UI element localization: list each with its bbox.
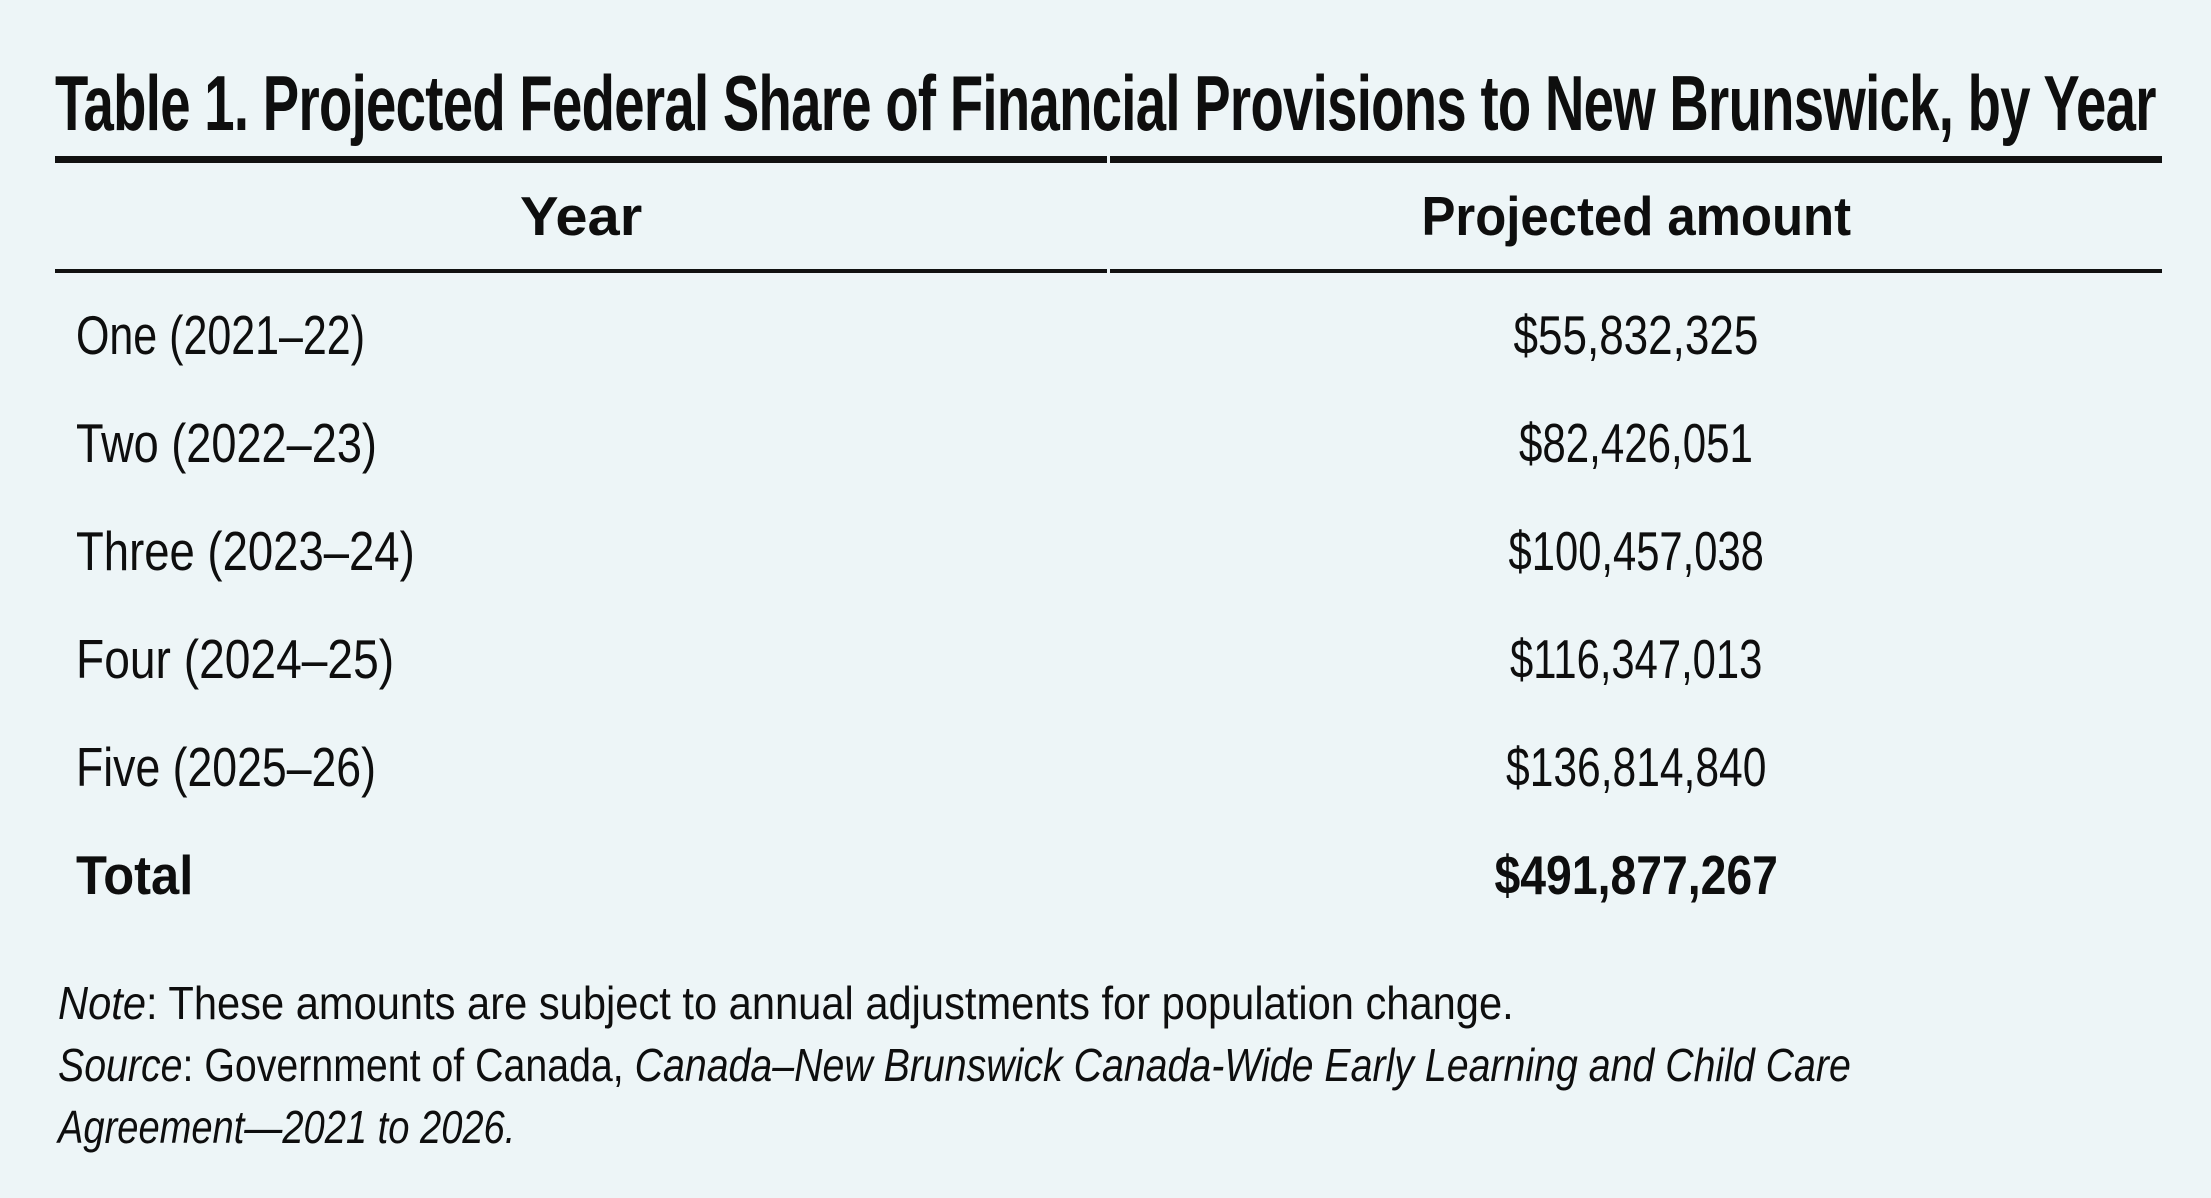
amount-value: $116,347,013 (1509, 628, 1763, 690)
note-label: Note (58, 977, 146, 1029)
financial-provisions-table (55, 156, 2162, 929)
column-header-amount (1110, 156, 2162, 273)
table-row-amount-3 (1110, 497, 2162, 605)
column-header-year-label: Year (519, 185, 643, 247)
table-title-text: Table 1. Projected Federal Share of Financial Provisions to New Brunswick, by Year (55, 59, 2156, 147)
table-row-amount-5 (1110, 713, 2162, 821)
table-row-year-5 (55, 713, 1107, 821)
table-title (55, 59, 2211, 147)
year-label: Five (2025–26) (76, 736, 376, 798)
table-row-year-1 (55, 281, 1107, 389)
table-row-amount-1 (1110, 281, 2162, 389)
table-total-label-cell (55, 821, 1107, 929)
table-row-year-3 (55, 497, 1107, 605)
source-text: : Government of Canada, (182, 1039, 635, 1091)
table-row-year-2 (55, 389, 1107, 497)
amount-value: $55,832,325 (1513, 304, 1759, 366)
table-total-amount-cell (1110, 821, 2162, 929)
amount-value: $100,457,038 (1508, 520, 1764, 582)
note-line (58, 972, 2157, 1034)
table-row-amount-4 (1110, 605, 2162, 713)
year-label: Two (2022–23) (76, 412, 377, 474)
year-label: Four (2024–25) (76, 628, 395, 690)
source-line-1 (58, 1034, 2157, 1096)
header-gap (55, 273, 2162, 281)
source-title-line-2: Agreement—2021 to 2026. (58, 1101, 516, 1153)
source-line-2 (58, 1096, 2157, 1158)
amount-value: $136,814,840 (1505, 736, 1767, 798)
total-amount: $491,877,267 (1494, 844, 1778, 906)
source-title-line-1: Canada–New Brunswick Canada-Wide Early Learning and Child Care (634, 1039, 1851, 1091)
column-header-amount-label: Projected amount (1421, 185, 1851, 247)
total-label: Total (76, 844, 194, 906)
amount-value: $82,426,051 (1519, 412, 1753, 474)
year-label: Three (2023–24) (76, 520, 415, 582)
note-line-text (58, 972, 1514, 1034)
source-line-1-text (58, 1034, 1851, 1096)
source-label: Source (58, 1039, 183, 1091)
table-notes (58, 972, 2157, 1158)
source-line-2-text (58, 1096, 515, 1158)
table-row-year-4 (55, 605, 1107, 713)
column-header-year (55, 156, 1107, 273)
year-label: One (2021–22) (76, 304, 366, 366)
note-text: : These amounts are subject to annual adjustments for population change. (145, 977, 1514, 1029)
table-row-amount-2 (1110, 389, 2162, 497)
